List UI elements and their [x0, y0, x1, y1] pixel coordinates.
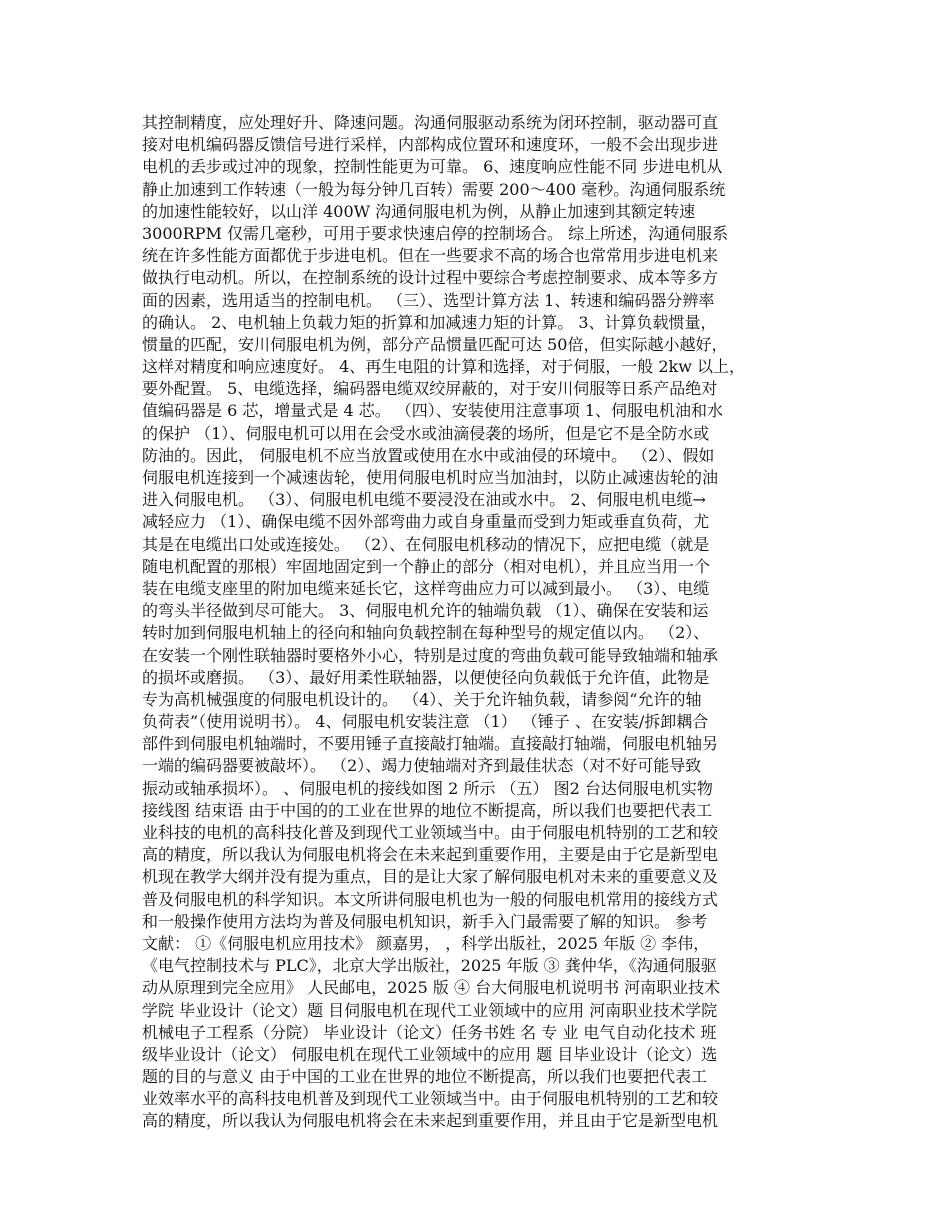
- text-line: 动从原理到完全应用》 人民邮电，2025 版 ④ 台大伺服电机说明书 河南职业技术: [142, 978, 721, 998]
- text-line: 接对电机编码器反馈信号进行采样，内部构成位置环和速度环，一般不会出现步进: [142, 135, 719, 155]
- text-line: 级毕业设计（论文） 伺服电机在现代工业领域中的应用 题 目毕业设计（论文）选: [142, 1044, 718, 1064]
- text-line: 面的因素，选用适当的控制电机。 （三）、选型计算方法 1、转速和编码器分辨率: [142, 290, 715, 310]
- text-line: 高的精度，所以我认为伺服电机将会在未来起到重要作用，主要是由于它是新型电: [142, 845, 719, 865]
- text-line: 题的目的与意义 由于中国的工业在世界的地位不断提高，所以我们也要把代表工: [142, 1067, 708, 1087]
- text-line: 进入伺服电机。 （3）、伺服电机电缆不要浸没在油或水中。 2、伺服电机电缆→: [142, 490, 706, 510]
- text-line: 随电机配置的那根）牢固地固定到一个静止的部分（相对电机），并且应当用一个: [142, 556, 711, 576]
- text-line: 的损坏或磨损。 （3）、最好用柔性联轴器，以便使径向负载低于允许值，此物是: [142, 667, 710, 687]
- text-line: 机现在教学大纲并没有提为重点，目的是让大家了解伺服电机对未来的重要意义及: [142, 867, 719, 887]
- text-line: 接线图 结束语 由于中国的的工业在世界的地位不断提高，所以我们也要把代表工: [142, 800, 713, 820]
- text-line: 业科技的电机的高科技化普及到现代工业领域当中。由于伺服电机特别的工艺和较: [142, 823, 719, 842]
- text-line: 的确认。 2、电机轴上负载力矩的折算和加减速力矩的计算。 3、计算负载惯量，: [142, 312, 717, 332]
- text-line: 的保护 （1）、伺服电机可以用在会受水或油滴侵袭的场所，但是它不是全防水或: [142, 423, 710, 443]
- text-line: 的弯头半径做到尽可能大。 3、伺服电机允许的轴端负载 （1）、确保在安装和运: [142, 601, 709, 621]
- text-line: 值编码器是 6 芯，增量式是 4 芯。 （四）、安装使用注意事项 1、伺服电机油和水: [142, 401, 724, 421]
- text-line: 其控制精度，应处理好升、降速问题。沟通伺服驱动系统为闭环控制，驱动器可直: [142, 113, 719, 132]
- text-line: 其是在电缆出口处或连接处。 （2）、在伺服电机移动的情况下，应把电缆（就是: [142, 534, 710, 554]
- text-line: 伺服电机连接到一个减速齿轮，使用伺服电机时应当加油封，以防止减速齿轮的油: [142, 468, 719, 487]
- text-line: 机械电子工程系（分院） 毕业设计（论文）任务书姓 名 专 业 电气自动化技术 班: [142, 1022, 717, 1042]
- text-line: 《电气控制技术与 PLC》，北京大学出版社，2025 年版 ③ 龚仲华，《沟通伺服驱: [142, 956, 717, 976]
- text-line: 学院 毕业设计（论文）题 目伺服电机在现代工业领域中的应用 河南职业技术学院: [142, 1000, 718, 1020]
- text-line: 这样对精度和响应速度好。 4、再生电阻的计算和选择，对于伺服，一般 2kw 以上，: [142, 357, 746, 377]
- text-line: 的加速性能较好，以山洋 400W 沟通伺服电机为例，从静止加速到其额定转速: [142, 201, 696, 221]
- text-line: 静止加速到工作转速（一般为每分钟几百转）需要 200～400 毫秒。沟通伺服系统: [142, 179, 726, 199]
- text-line: 防油的。因此， 伺服电机不应当放置或使用在水中或油侵的环境中。 （2）、假如: [142, 445, 715, 465]
- text-line: 高的精度，所以我认为伺服电机将会在未来起到重要作用，并且由于它是新型电机: [142, 1111, 719, 1131]
- text-line: 专为高机械强度的伺服电机设计的。 （4）、关于允许轴负载，请参阅“允许的轴: [142, 689, 702, 709]
- text-line: 和一般操作使用方法均为普及伺服电机知识，新手入门最需要了解的知识。 参考: [142, 911, 708, 931]
- text-line: 转时加到伺服电机轴上的径向和轴向负载控制在每种型号的规定值以内。 （2）、: [142, 623, 710, 643]
- text-line: 做执行电动机。所以，在控制系统的设计过程中要综合考虑控制要求、成本等多方: [142, 268, 719, 288]
- text-line: 普及伺服电机的科学知识。本文所讲伺服电机也为一般的伺服电机常用的接线方式: [142, 889, 719, 909]
- text-line: 3000RPM 仅需几毫秒，可用于要求快速启停的控制场合。 综上所述，沟通伺服系: [142, 223, 729, 243]
- text-line: 业效率水平的高科技电机普及到现代工业领域当中。由于伺服电机特别的工艺和较: [142, 1089, 719, 1109]
- text-line: 减轻应力 （1）、确保电缆不因外部弯曲力或自身重量而受到力矩或垂直负荷，尤: [142, 512, 710, 532]
- text-line: 文献： ①《伺服电机应用技术》 颜嘉男， ，科学出版社，2025 年版 ② 李伟，: [142, 933, 710, 953]
- text-line: 部件到伺服电机轴端时，不要用锤子直接敲打轴端。直接敲打轴端，伺服电机轴另: [142, 734, 719, 754]
- text-line: 负荷表”（使用说明书）。 4、伺服电机安装注意 （1） （锤子 、在安装/拆卸耦合: [142, 712, 709, 732]
- text-line: 统在许多性能方面都优于步进电机。但在一些要求不高的场合也常常用步进电机来: [142, 246, 719, 266]
- document-page: [142, 112, 812, 1133]
- text-line: 要外配置。 5、电缆选择，编码器电缆双绞屏蔽的，对于安川伺服等日系产品绝对: [142, 379, 718, 399]
- text-line: 一端的编码器要被敲坏）。 （2）、竭力使轴端对齐到最佳状态（对不好可能导致: [142, 756, 702, 776]
- text-line: 惯量的匹配，安川伺服电机为例，部分产品惯量匹配可达 50倍，但实际越小越好，: [142, 334, 728, 354]
- text-line: 装在电缆支座里的附加电缆来延长它，这样弯曲应力可以减到最小。 （3）、电缆: [142, 578, 710, 598]
- text-line: 在安装一个刚性联轴器时要格外小心，特别是过度的弯曲负载可能导致轴端和轴承: [142, 645, 719, 665]
- text-line: 电机的丢步或过冲的现象，控制性能更为可靠。 6、速度响应性能不同 步进电机从: [142, 157, 723, 177]
- text-line: 振动或轴承损坏）。 、伺服电机的接线如图 2 所示 （五） 图2 台达伺服电机实物: [142, 778, 713, 798]
